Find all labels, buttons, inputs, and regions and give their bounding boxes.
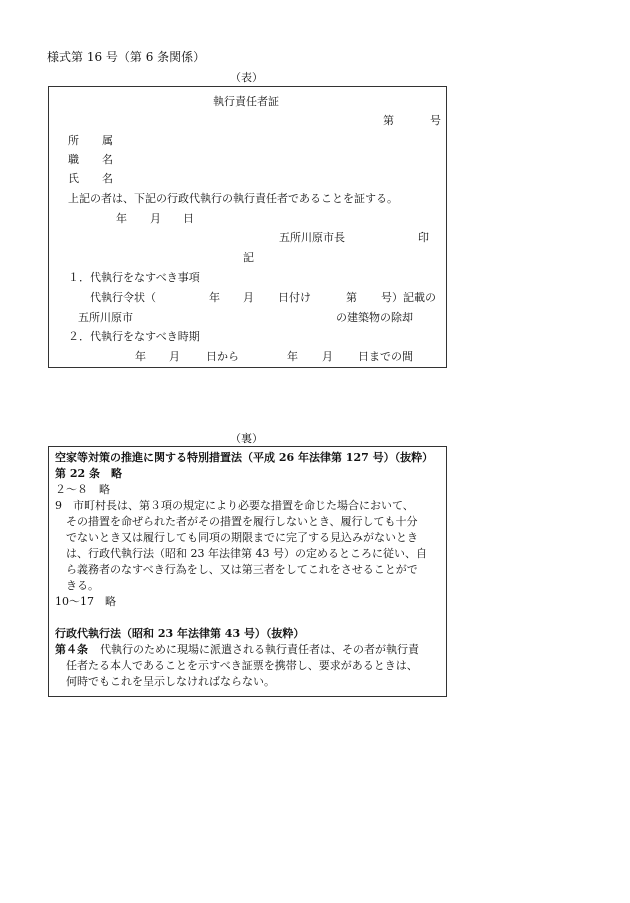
para-line: きる。: [66, 579, 99, 592]
item2-text: 月: [322, 350, 333, 363]
item2-text: 年: [287, 350, 298, 363]
issuer: 五所川原市長: [279, 231, 345, 244]
para-line: その措置を命ぜられた者がその措置を履行しないとき、履行しても十分: [66, 515, 418, 528]
para-line: は、行政代執行法（昭和 23 年法律第 43 号）の定めるところに従い、自: [66, 547, 427, 560]
date-year: 年: [116, 212, 127, 225]
card-title: 執行責任者証: [213, 95, 279, 108]
item2-text: 日までの間: [358, 350, 413, 363]
seal-mark: 印: [418, 231, 429, 244]
field-char: 所: [68, 134, 79, 147]
law1-range2: 10～17 略: [55, 595, 116, 608]
date-day: 日: [183, 212, 194, 225]
para-line: 任者たる本人であることを示すべき証票を携帯し、要求があるときは、: [66, 659, 418, 672]
item1-text: 第: [346, 291, 357, 304]
field-char: 名: [102, 153, 113, 166]
para-line: 代執行のために現場に派遣される執行責任者は、その者が執行責: [100, 643, 419, 656]
para-line: ら義務者のなすべき行為をし、又は第三者をしてこれをさせることがで: [66, 563, 418, 576]
item2-text: 日から: [206, 350, 239, 363]
item1-text: 日付け: [278, 291, 311, 304]
field-char: 属: [102, 134, 113, 147]
number-prefix: 第: [383, 114, 394, 127]
field-char: 職: [68, 153, 79, 166]
item1-text: 代執行令状（: [90, 291, 156, 304]
item1-text: 年: [209, 291, 220, 304]
certify-text: 上記の者は、下記の行政代執行の執行責任者であることを証する。: [68, 192, 398, 205]
item2-title: ２．代執行をなすべき時期: [68, 330, 200, 343]
form-number: 様式第 16 号（第 6 条関係）: [47, 50, 206, 64]
item1-text: 月: [243, 291, 254, 304]
law1-article: 第 22 条 略: [55, 467, 122, 480]
para-line: 9 市町村長は、第３項の規定により必要な措置を命じた場合において、: [55, 499, 414, 512]
item1-text: 号）記載の: [381, 291, 436, 304]
front-label: （表）: [230, 71, 263, 84]
field-char: 氏: [68, 172, 79, 185]
field-char: 名: [102, 172, 113, 185]
para-line: 何時でもこれを呈示しなければならない。: [66, 675, 275, 688]
number-suffix: 号: [430, 114, 441, 127]
item2-text: 月: [169, 350, 180, 363]
item1-text: 五所川原市: [78, 311, 133, 324]
front-card: [48, 86, 447, 368]
item1-title: １．代執行をなすべき事項: [68, 271, 200, 284]
back-label: （裏）: [230, 432, 263, 445]
item1-text: の建築物の除却: [336, 311, 413, 324]
para-line: でないとき又は履行しても同項の期限までに完了する見込みがないとき: [66, 531, 418, 544]
law1-title: 空家等対策の推進に関する特別措置法（平成 26 年法律第 127 号）（抜粋）: [55, 451, 434, 464]
ki-heading: 記: [243, 251, 254, 264]
date-month: 月: [150, 212, 161, 225]
law2-title: 行政代執行法（昭和 23 年法律第 43 号）（抜粋）: [55, 627, 305, 640]
item2-text: 年: [135, 350, 146, 363]
law1-range1: ２～８ 略: [55, 483, 110, 496]
law2-article-label: 第４条: [55, 643, 88, 656]
